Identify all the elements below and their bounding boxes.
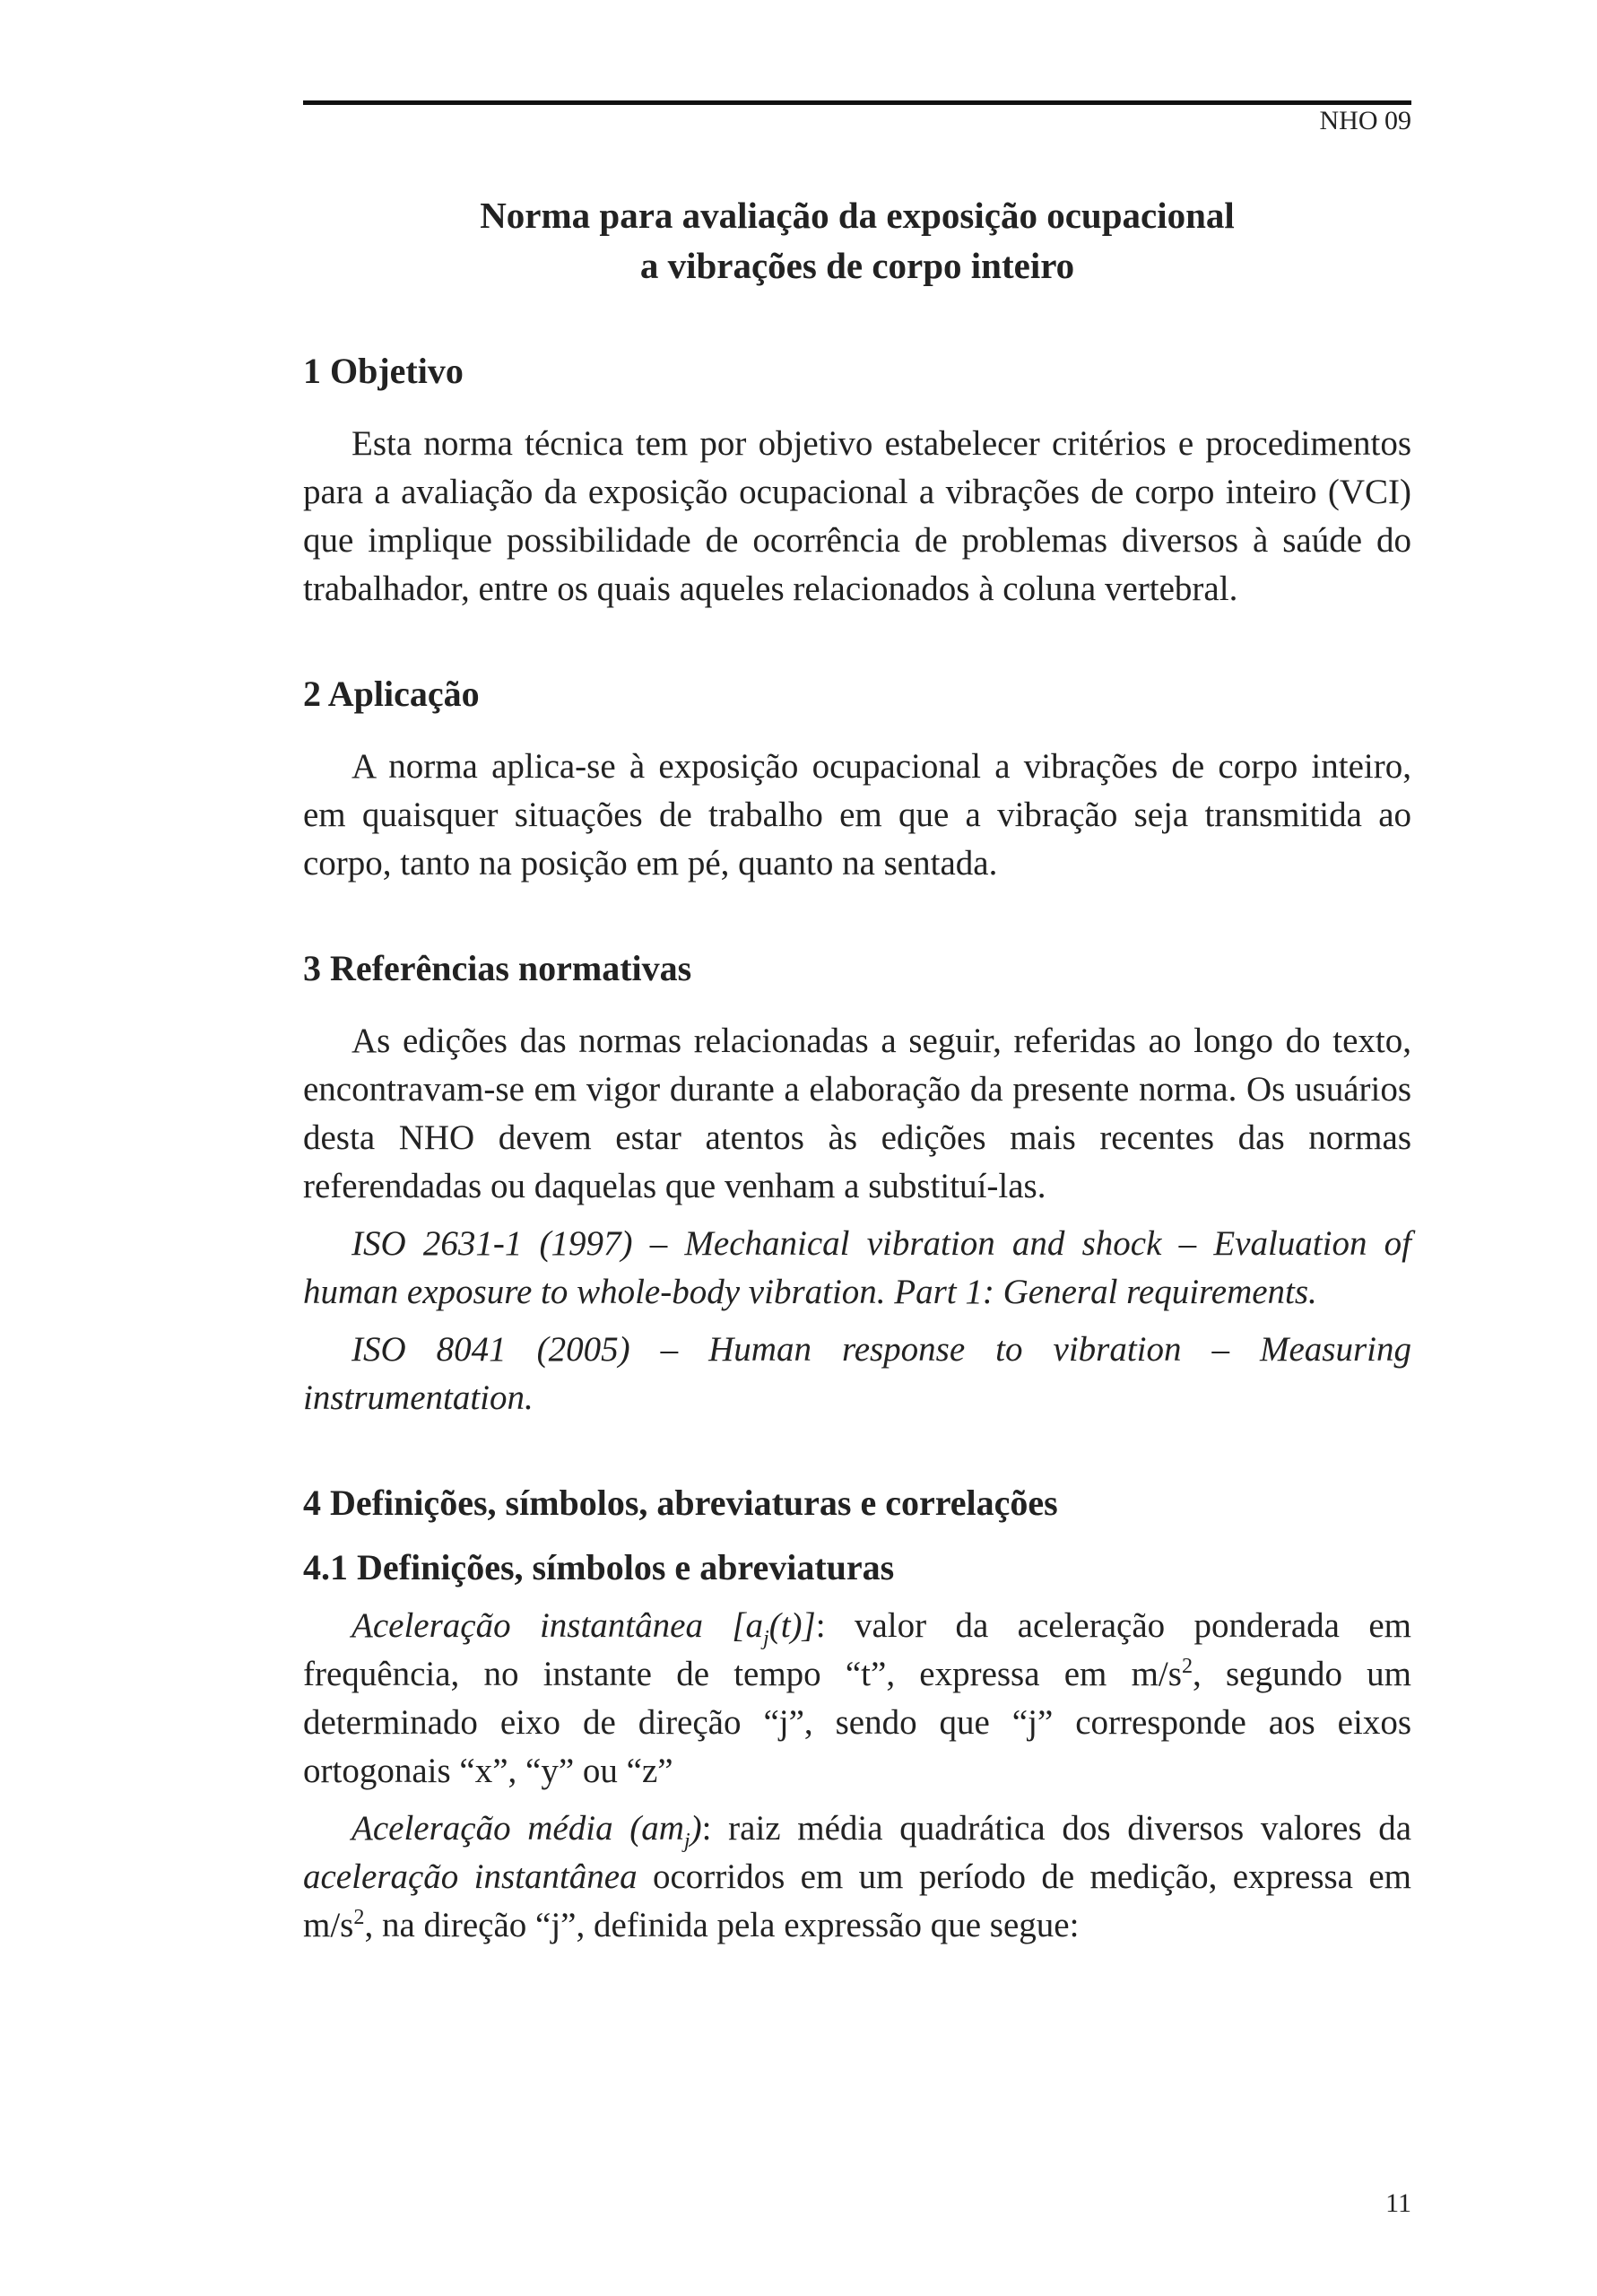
title-line-2: a vibrações de corpo inteiro	[639, 245, 1075, 286]
section-2-paragraph: A norma aplica-se à exposição ocupacional a vibrações de corpo inteiro, em quaisquer situações de trabalho em que a vibração seja transmitida ao corpo, tanto na posição em pé, quanto na sentada.	[303, 747, 1411, 883]
definition-term: Aceleração média $(am_j)$	[352, 1809, 702, 1853]
page-content	[303, 190, 1411, 1950]
section-1-paragraph: Esta norma técnica tem por objetivo estabelecer critérios e procedimentos para a avaliação da exposição ocupacional a vibrações de corpo inteiro (VCI) que implique possibilidade de ocorrência de problemas diversos à saúde do trabalhador, entre os quais aqueles relacionados à coluna vertebral.	[303, 424, 1411, 608]
title-line-1: Norma para avaliação da exposição ocupacional	[480, 195, 1235, 236]
document-title	[303, 190, 1411, 291]
reference-iso-8041: ISO 8041 (2005) – Human response to vibration – Measuring instrumentation.	[303, 1330, 1411, 1417]
section-2-heading: 2 Aplicação	[303, 674, 480, 714]
section-3-heading: 3 Referências normativas	[303, 948, 692, 988]
section-1-heading: 1 Objetivo	[303, 351, 464, 391]
running-head: NHO 09	[1319, 106, 1411, 135]
definition-instantaneous-acceleration: Aceleração instantânea $[a_j(t)]$: valor da aceleração ponderada em frequência, no instante de tempo “t”, expressa em $m/s^2$, segundo um determinado eixo de direção “j”, sendo que “j” corresponde aos eixos ortogonais “x”, “y” ou “z”	[303, 1606, 1411, 1790]
definition-mean-acceleration: Aceleração média $(am_j)$: raiz média quadrática dos diversos valores da aceleração instantânea ocorridos em um período de medição, expressa em $m/s^2$, na direção “j”, definida pela expressão que segue:	[303, 1809, 1412, 1944]
section-4-heading: 4 Definições, símbolos, abreviaturas e correlações	[303, 1483, 1058, 1523]
section-4-1-heading: 4.1 Definições, símbolos e abreviaturas	[303, 1547, 895, 1587]
section-3-paragraph: As edições das normas relacionadas a seguir, referidas ao longo do texto, encontravam-se em vigor durante a elaboração da presente norma. Os usuários desta NHO devem estar atentos às edições mais recentes das normas referendadas ou daquelas que venham a substituí-las.	[303, 1022, 1411, 1205]
definition-term: Aceleração instantânea $[a_j(t)]$	[352, 1606, 816, 1650]
reference-iso-2631: ISO 2631-1 (1997) – Mechanical vibration and shock – Evaluation of human exposure to whole-body vibration. Part 1: General requirements.	[303, 1224, 1411, 1311]
page-number: 11	[1385, 2188, 1411, 2218]
header-rule	[303, 100, 1411, 105]
